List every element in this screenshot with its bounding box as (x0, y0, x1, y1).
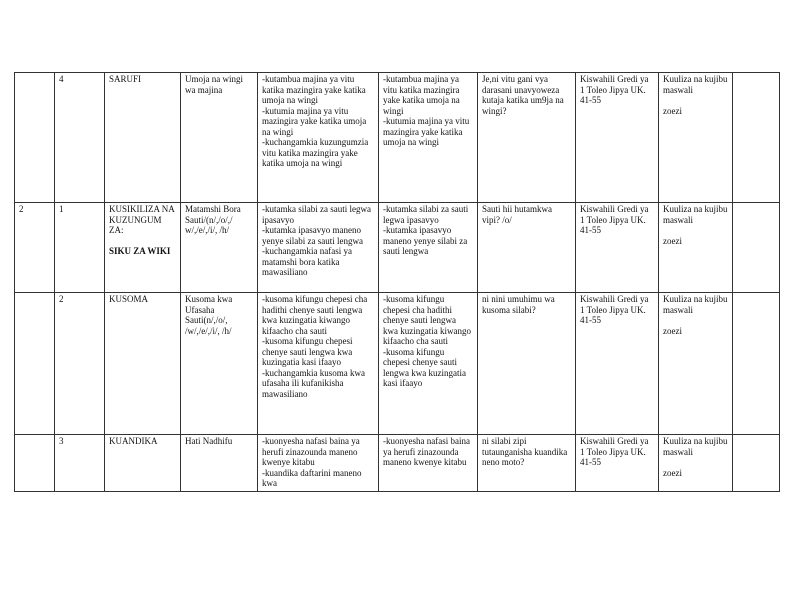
topic-cell (105, 293, 181, 435)
topic-text: KUSIKILIZA NA KUZUNGUM ZA: (109, 204, 175, 235)
assessment-exercise: zoezi (663, 105, 682, 116)
assessment-exercise: zoezi (663, 467, 682, 478)
key-question-cell: ni nini umuhimu wa kusoma silabi? (478, 293, 576, 435)
activities-cell: -kutambua majina ya vitu katika mazingira yake katika umoja na wingi -kutumia majina ya vitu mazingira yake katika umoja na wingi (379, 73, 478, 203)
activities-cell: -kutamka silabi za sauti legwa ipasavyo -kutamka ipasavyo maneno yenye silabi za sauti lengwa (379, 203, 478, 293)
remarks-cell (733, 203, 780, 293)
assessment-method: Kuuliza na kujibu maswali (663, 74, 728, 95)
lesson-cell: 3 (55, 435, 105, 492)
key-question-cell: Je,ni vitu gani vya darasani unavyoweza kutaja katika um9ja na wingi? (478, 73, 576, 203)
assessment-cell (659, 73, 733, 203)
topic-text: KUSOMA (109, 294, 149, 304)
assessment-exercise: zoezi (663, 325, 682, 336)
resources-cell: Kiswahili Gredi ya 1 Toleo Jipya UK. 41-55 (576, 435, 659, 492)
topic-text: KUANDIKA (109, 436, 158, 446)
subtopic-cell: Hati Nadhifu (181, 435, 258, 492)
key-question-cell: ni silabi zipi tutaunganisha kuandika neno moto? (478, 435, 576, 492)
activities-cell: -kusoma kifungu chepesi cha hadithi chenye sauti lengwa kwa kuzingatia kiwango kifaacho cha sauti -kusoma kifungu chepesi chenye sauti lengwa kwa kuzingatia kasi ifaayo (379, 293, 478, 435)
subtopic-cell: Umoja na wingi wa majina (181, 73, 258, 203)
remarks-cell (733, 435, 780, 492)
table-row (15, 203, 780, 293)
assessment-method: Kuuliza na kujibu maswali (663, 436, 728, 457)
activities-cell: -kuonyesha nafasi baina ya herufi zinazounda maneno kwenye kitabu (379, 435, 478, 492)
objectives-cell: -kuonyesha nafasi baina ya herufi zinazounda maneno kwenye kitabu -kuandika daftarini maneno kwa (258, 435, 379, 492)
topic-cell (105, 203, 181, 293)
resources-cell: Kiswahili Gredi ya 1 Toleo Jipya UK. 41-55 (576, 293, 659, 435)
topic-text: SARUFI (109, 74, 142, 84)
lesson-cell: 4 (55, 73, 105, 203)
assessment-method: Kuuliza na kujibu maswali (663, 204, 728, 225)
key-question-cell: Sauti hii hutamkwa vipi? /o/ (478, 203, 576, 293)
remarks-cell (733, 293, 780, 435)
week-cell (15, 435, 55, 492)
assessment-cell (659, 203, 733, 293)
resources-cell: Kiswahili Gredi ya 1 Toleo Jipya UK. 41-55 (576, 203, 659, 293)
lesson-cell: 2 (55, 293, 105, 435)
objectives-cell: -kusoma kifungu chepesi cha hadithi chenye sauti lengwa kwa kuzingatia kiwango kifaacho cha sauti -kusoma kifungu chepesi chenye sauti lengwa kwa kuzingatia kasi ifaayo -kuchangamkia kusoma kwa ufasaha ili kufanikisha mawasiliano (258, 293, 379, 435)
assessment-cell (659, 293, 733, 435)
remarks-cell (733, 73, 780, 203)
week-cell (15, 293, 55, 435)
assessment-exercise: zoezi (663, 235, 682, 246)
topic-subheading: SIKU ZA WIKI (109, 246, 171, 256)
scheme-of-work-table (14, 72, 780, 492)
subtopic-cell: Kusoma kwa Ufasaha Sauti(n/,/o/, /w/,/e/,/i/, /h/ (181, 293, 258, 435)
topic-cell (105, 435, 181, 492)
objectives-cell: -kutambua majina ya vitu katika mazingira yake katika umoja na wingi -kutumia majina ya vitu mazingira yake katika umoja na wingi -kuchangamkia kuzungumzia vitu katika mazingira yake katika umoja na wingi (258, 73, 379, 203)
resources-cell: Kiswahili Gredi ya 1 Toleo Jipya UK. 41-55 (576, 73, 659, 203)
objectives-cell: -kutamka silabi za sauti legwa ipasavyo -kutamka ipasavyo maneno yenye silabi za sauti lengwa -kuchangamkia nafasi ya matamshi bora katika mawasiliano (258, 203, 379, 293)
topic-cell (105, 73, 181, 203)
table-row (15, 293, 780, 435)
lesson-cell: 1 (55, 203, 105, 293)
subtopic-cell: Matamshi Bora Sauti/(n/,/o/,/ w/,/e/,/i/, /h/ (181, 203, 258, 293)
assessment-cell (659, 435, 733, 492)
table-row (15, 73, 780, 203)
week-cell: 2 (15, 203, 55, 293)
week-cell (15, 73, 55, 203)
table-row (15, 435, 780, 492)
assessment-method: Kuuliza na kujibu maswali (663, 294, 728, 315)
